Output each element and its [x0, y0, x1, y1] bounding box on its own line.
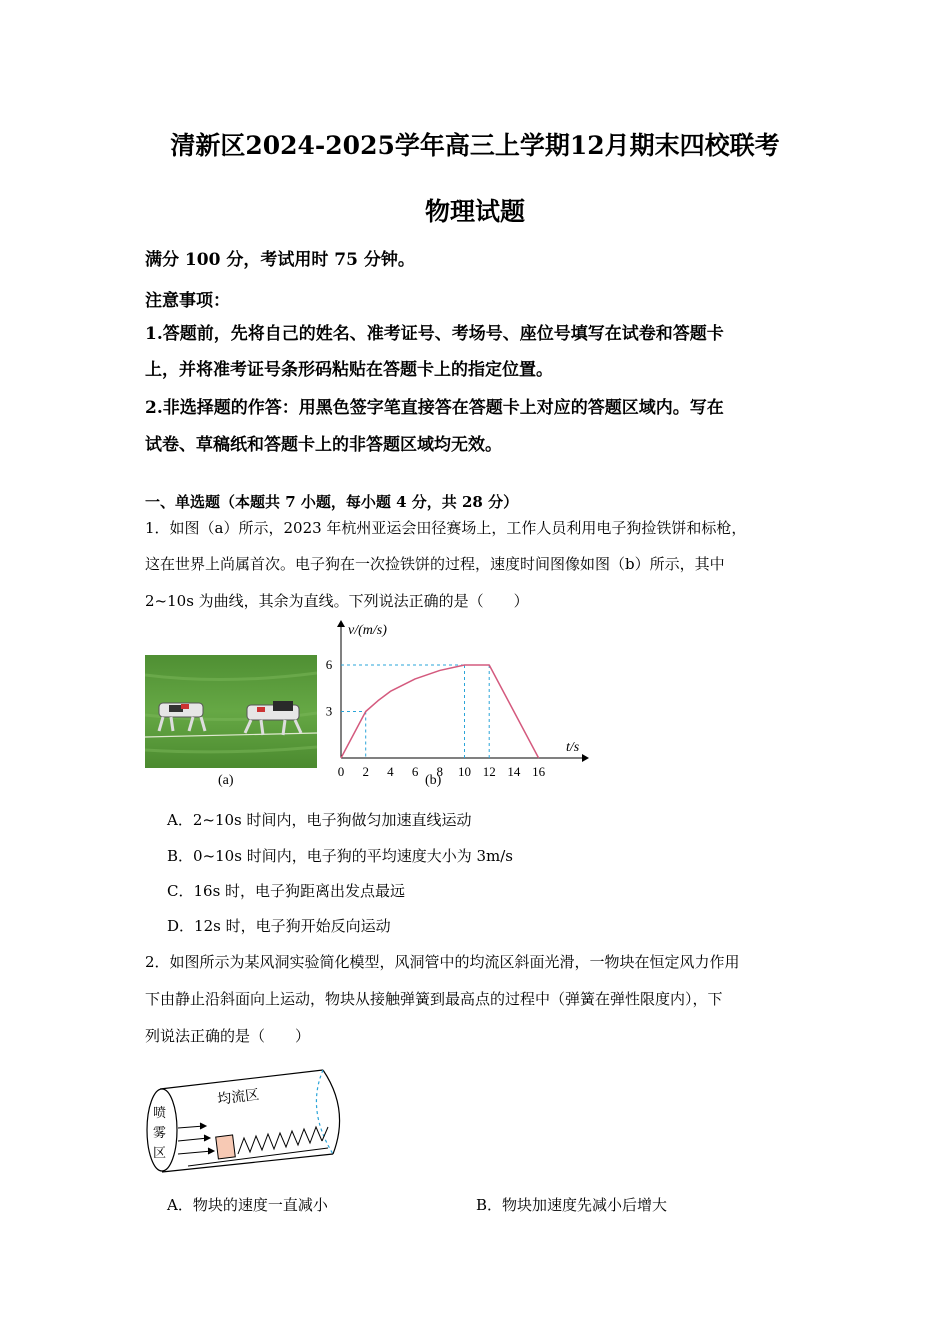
- note2-line1: 2.非选择题的作答：用黑色签字笔直接答在答题卡上对应的答题区域内。写在: [145, 398, 724, 418]
- q2-line3: 列说法正确的是（ ）: [145, 1027, 311, 1045]
- x-tick-label: 14: [507, 764, 521, 779]
- x-tick-label: 6: [411, 764, 419, 779]
- wind-arrows: [178, 1123, 214, 1154]
- x-tick-label: 2: [362, 764, 369, 779]
- wind-tunnel-diagram: [138, 1062, 353, 1180]
- x-tick-label: 16: [532, 764, 546, 779]
- block: [216, 1135, 236, 1159]
- x-tick-label: 12: [482, 764, 496, 779]
- q2-line1: 2．如图所示为某风洞实验简化模型，风洞管中的均流区斜面光滑，一物块在恒定风力作用: [145, 953, 740, 971]
- y-tick-label: 3: [325, 703, 333, 719]
- q1-line2: 这在世界上尚属首次。电子狗在一次捡铁饼的过程，速度时间图像如图（b）所示，其中: [145, 555, 725, 573]
- x-axis-label: t/s: [566, 740, 580, 755]
- q2-line2: 下由静止沿斜面向上运动，物块从接触弹簧到最高点的过程中（弹簧在弹性限度内），下: [145, 990, 723, 1008]
- score-time: 满分 100 分，考试用时 75 分钟。: [145, 250, 415, 270]
- spray-label-2: 雾: [153, 1125, 167, 1140]
- q1-line1: 1．如图（a）所示，2023 年杭州亚运会田径赛场上，工作人员利用电子狗捡铁饼和标枪，: [145, 519, 747, 537]
- exam-subtitle: 物理试题: [424, 197, 525, 226]
- q1-option-d[interactable]: D．12s 时，电子狗开始反向运动: [167, 917, 391, 935]
- note1-line2: 上，并将准考证号条形码粘贴在答题卡上的指定位置。: [145, 360, 553, 380]
- section-heading: 一、单选题（本题共 7 小题，每小题 4 分，共 28 分）: [145, 493, 519, 511]
- q1-option-a[interactable]: A．2~10s 时间内，电子狗做匀加速直线运动: [167, 811, 472, 829]
- spray-label-1: 喷: [153, 1105, 167, 1120]
- y-tick-label: 6: [325, 657, 333, 672]
- exam-title: 清新区2024-2025学年高三上学期12月期末四校联考: [170, 131, 780, 160]
- fig-b-label: (b): [425, 773, 442, 788]
- q2-option-b[interactable]: B．物块加速度先减小后增大: [476, 1196, 668, 1214]
- robot-dog-photo: [145, 655, 317, 768]
- x-tick-label: 0: [337, 764, 345, 779]
- velocity-curve: [341, 665, 539, 758]
- y-axis-label: v/(m/s): [348, 623, 387, 638]
- x-tick-label: 4: [387, 764, 394, 779]
- x-tick-label: 8: [436, 764, 444, 779]
- q1-line3: 2~10s 为曲线，其余为直线。下列说法正确的是（ ）: [145, 592, 529, 610]
- note1-line1: 1.答题前，先将自己的姓名、准考证号、考场号、座位号填写在试卷和答题卡: [145, 324, 724, 344]
- spray-label-3: 区: [153, 1145, 167, 1160]
- notes-title: 注意事项：: [145, 291, 230, 311]
- x-tick-label: 10: [458, 764, 471, 779]
- note2-line2: 试卷、草稿纸和答题卡上的非答题区域均无效。: [145, 435, 502, 455]
- q1-option-c[interactable]: C．16s 时，电子狗距离出发点最远: [167, 882, 406, 900]
- fig-a-label: (a): [218, 773, 234, 788]
- q1-option-b[interactable]: B．0~10s 时间内，电子狗的平均速度大小为 3m/s: [167, 847, 513, 865]
- uniform-zone-label: 均流区: [216, 1087, 261, 1108]
- q2-option-a[interactable]: A．物块的速度一直减小: [167, 1196, 328, 1214]
- velocity-time-chart: [320, 615, 595, 790]
